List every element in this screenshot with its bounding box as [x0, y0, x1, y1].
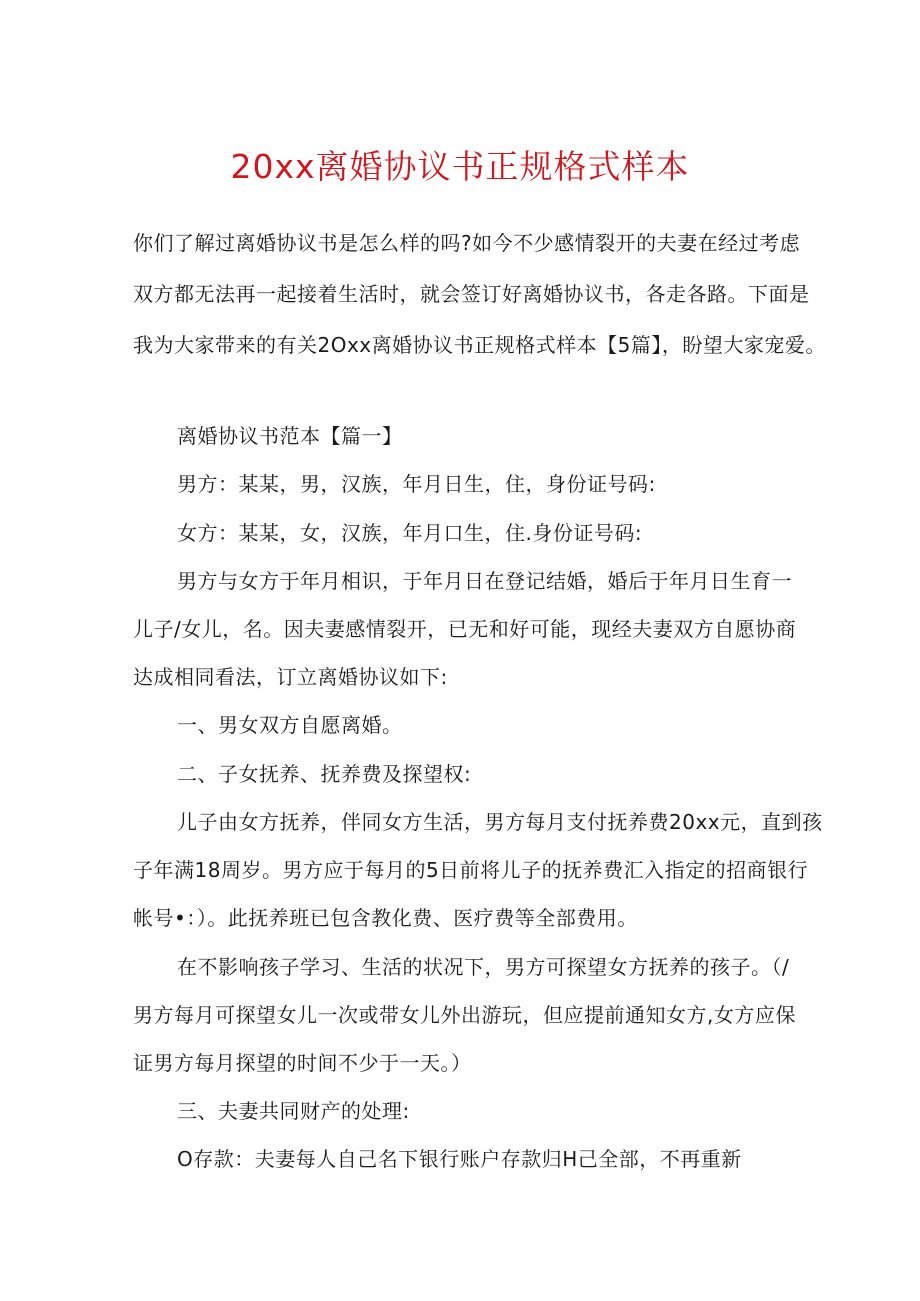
paragraph-line: 证男方每月探望的时间不少于一天。） [133, 1051, 472, 1075]
paragraph-line: 达成相同看法，订立离婚协议如下: [133, 665, 448, 689]
deposit-paragraph: O存款：夫妻每人自己名下银行账户存款归H己全部，不再重新 [177, 1147, 742, 1171]
paragraph-line: 帐号•：）。此抚养班已包含教化费、医疗费等全部费用。 [133, 906, 638, 930]
clause-3: 三、夫妻共同财产的处理: [177, 1099, 410, 1123]
paragraph-line: 男方每月可探望女儿一次或带女儿外出游玩，但应提前通知女方,女方应保 [133, 1003, 796, 1027]
intro-line: 我为大家带来的有关2Oxx离婚协议书正规格式样本【5篇】，盼望大家宠爱。 [133, 333, 826, 357]
document-title: 20xx离婚协议书正规格式样本 [230, 147, 690, 186]
paragraph-line: 在不影响孩子学习、生活的状况下，男方可探望女方抚养的孩子。（/ [177, 955, 790, 979]
clause-2: 二、子女抚养、抚养费及探望权: [177, 762, 472, 786]
paragraph-line: 男方与女方于年月相识，于年月日在登记结婚，婚后于年月日生育一 [177, 569, 792, 593]
intro-line: 双方都无法再一起接着生活时，就会签订好离婚协议书，各走各路。下面是 [133, 282, 810, 306]
paragraph-line: 子年满18周岁。男方应于每月的5日前将儿子的抚养费汇入指定的招商银行 [133, 858, 809, 882]
woman-info-line: 女方：某某，女，汉族，年月口生，住.身份证号码: [177, 521, 643, 545]
intro-line: 你们了解过离婚协议书是怎么样的吗?如今不少感情裂开的夫妻在经过考虑 [133, 231, 801, 255]
paragraph-line: 儿子/女儿，名。因夫妻感情裂开，已无和好可能，现经夫妻双方自愿协商 [133, 617, 797, 641]
section-heading: 离婚协议书范本【篇一】 [177, 424, 403, 448]
paragraph-line: 儿子由女方抚养，伴同女方生活，男方每月支付抚养费20xx元，直到孩 [177, 810, 823, 834]
clause-1: 一、男女双方自愿离婚。 [177, 713, 403, 737]
man-info-line: 男方：某某，男，汉族，年月日生，住，身份证号码: [177, 472, 656, 496]
